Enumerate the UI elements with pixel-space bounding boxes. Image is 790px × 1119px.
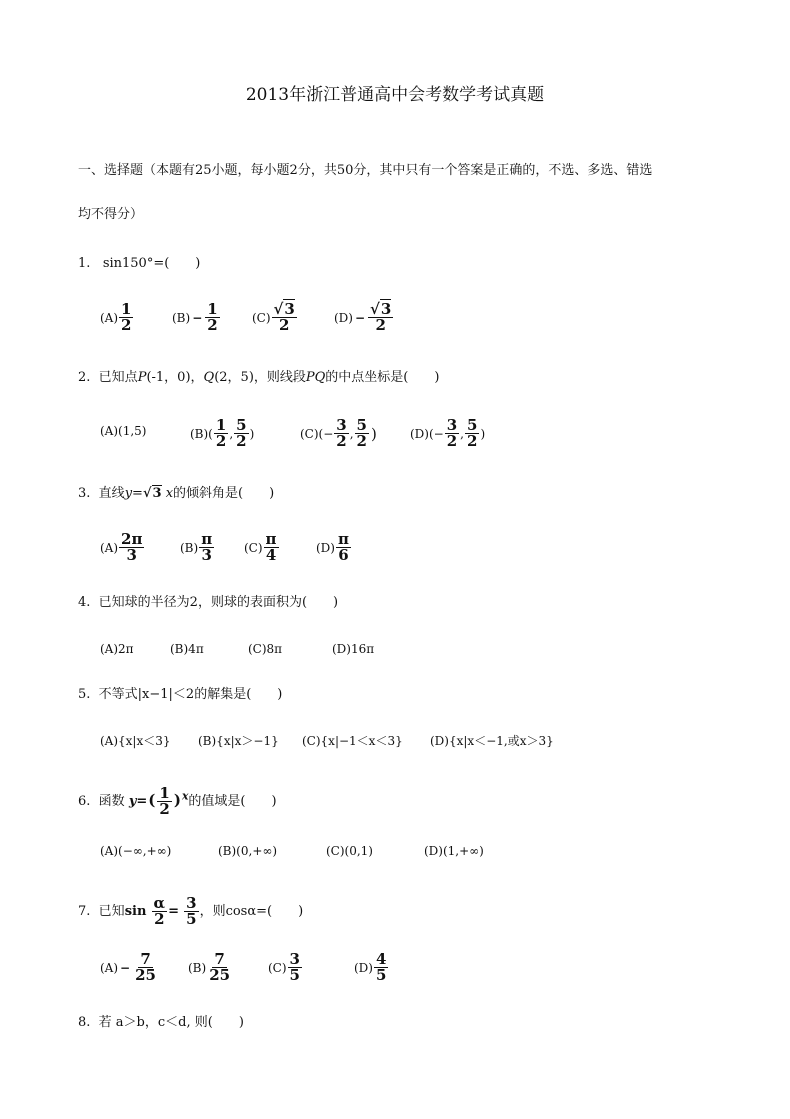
option-b: (B) $\frac{7}{25}$ [188, 950, 231, 984]
fraction: $\frac{1}{2}$ [121, 300, 132, 334]
question-number: 4. [78, 595, 91, 610]
option-b: (B){x|x＞−1} [198, 734, 279, 748]
question-number: 5. [78, 687, 91, 702]
option-c: (C){x|−1＜x＜3} [302, 734, 403, 748]
option-b: (B)4π [170, 642, 204, 656]
option-d: (D)(− $\frac{3}{2}$ , $\frac{5}{2}$ ) [410, 416, 486, 450]
option-b: (B) $\frac{\pi}{3}$ [180, 530, 213, 564]
page-title: 2013年浙江普通高中会考数学考试真题 [245, 85, 545, 105]
sqrt-expression: √3 [142, 486, 162, 501]
option-c: (C)(− $\frac{3}{2}$ , $\frac{5}{2}$ ) [300, 416, 377, 450]
option-c: (C) $\frac{3}{5}$ [268, 950, 300, 984]
section-heading: 一、选择题（本题有25小题，每小题2分，共50分，其中只有一个答案是正确的，不选、多选、错选 [78, 163, 653, 178]
option-c: (C)(0,1) [326, 844, 373, 858]
question-stem: sin150°=( ) [102, 256, 201, 271]
question-3: 3. 直线y=√3 x的倾斜角是( ) [78, 486, 275, 501]
fraction: $\frac{√3}{2}$ [370, 300, 392, 334]
option-b: (B)( $\frac{1}{2}$ , $\frac{5}{2}$ ) [190, 416, 255, 450]
option-a: (A){x|x＜3} [100, 734, 171, 748]
option-a: (A)(−∞,+∞) [100, 844, 172, 858]
question-4 [78, 593, 338, 613]
minus-sign: − [354, 310, 366, 325]
option-label: (A) [100, 310, 119, 325]
option-d: (D){x|x＜−1,或x＞3} [430, 734, 554, 748]
question-stem: 已知球的半径为2，则球的表面积为( ) [98, 595, 339, 610]
question-8 [78, 1013, 244, 1033]
option-c [252, 302, 298, 333]
question-number: 2. [78, 370, 91, 385]
option-b: (B)(0,+∞) [218, 844, 278, 858]
fraction: $\frac{1}{2}$ [207, 300, 218, 334]
question-number: 7. [78, 904, 91, 919]
option-a: (A) $\frac{2\pi}{3}$ [100, 530, 143, 564]
question-1 [78, 254, 200, 274]
question-7: 7. 已知sin $\frac{\alpha}{2}$ = $\frac{3}{5}$ ，则cosα=( ) [78, 894, 304, 928]
question-stem: 不等式|x−1|＜2的解集是( ) [98, 687, 283, 702]
option-label: (B) [172, 310, 191, 325]
option-label: (D) [334, 310, 353, 325]
option-a: (A) − $\frac{7}{25}$ [100, 950, 156, 984]
option-a: (A)(1,5) [100, 424, 147, 438]
option-d: (D)16π [332, 642, 375, 656]
option-c: (C) $\frac{\pi}{4}$ [244, 530, 277, 564]
question-number: 3. [78, 486, 91, 501]
option-d: (D) $\frac{\pi}{6}$ [316, 530, 349, 564]
option-label: (C) [252, 310, 271, 325]
option-a: (A)2π [100, 642, 134, 656]
option-a [100, 302, 134, 333]
option-d: (D) $\frac{4}{5}$ [354, 950, 387, 984]
section-heading-cont: 均不得分） [78, 207, 144, 222]
fraction: $\frac{√3}{2}$ [273, 300, 295, 334]
minus-sign: − [192, 310, 203, 325]
question-6: 6. 函数 y=( $\frac{1}{2}$ )$^x$的值域是( ) [78, 784, 277, 818]
option-d: (D)(1,+∞) [424, 844, 484, 858]
question-number: 1. [78, 256, 91, 271]
option-b [172, 302, 221, 333]
option-d [334, 302, 394, 333]
question-5 [78, 685, 282, 705]
question-2: 2. 已知点P(-1，0)，Q(2，5)，则线段PQ的中点坐标是( ) [78, 370, 440, 385]
question-number: 8. [78, 1015, 91, 1030]
option-c: (C)8π [248, 642, 283, 656]
question-stem: 若 a＞b，c＜d, 则( ) [98, 1015, 244, 1030]
question-number: 6. [78, 794, 91, 809]
